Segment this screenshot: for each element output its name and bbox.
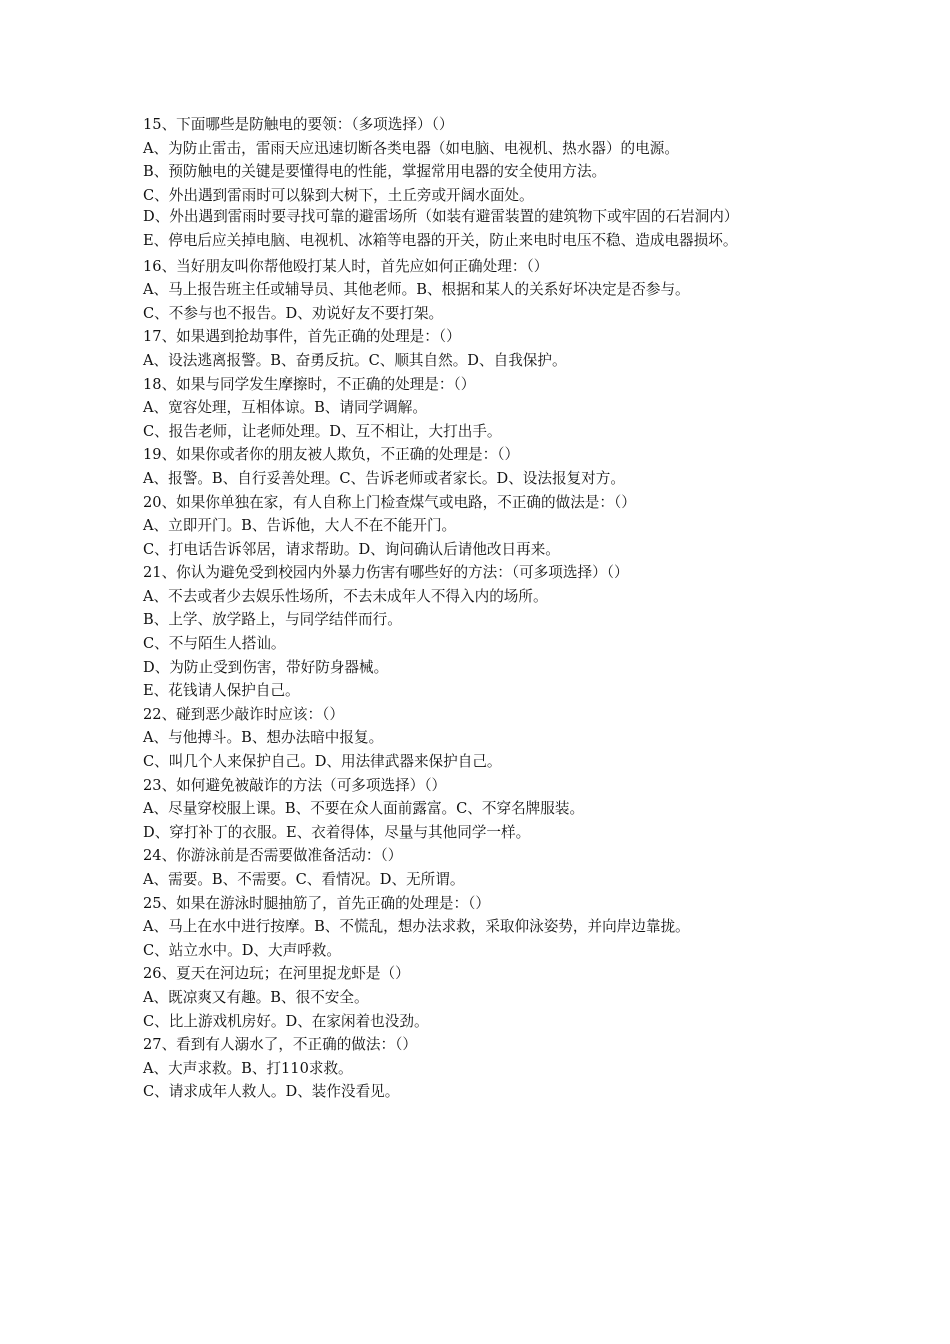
document-page (143, 113, 811, 1104)
option-line: C、报告老师，让老师处理。D、互不相让，大打出手。 (143, 422, 502, 440)
option-line: C、不参与也不报告。D、劝说好友不要打架。 (143, 304, 444, 322)
option-line: C、站立水中。D、大声呼救。 (143, 941, 341, 959)
question-26: 26、夏天在河边玩；在河里捉龙虾是（） (143, 965, 410, 983)
option-line: A、马上在水中进行按摩。B、不慌乱，想办法求救，采取仰泳姿势，并向岸边靠拢。 (143, 918, 690, 936)
option-line: B、上学、放学路上，与同学结伴而行。 (143, 611, 402, 629)
question-23: 23、如何避免被敲诈的方法（可多项选择）（） (143, 776, 447, 794)
question-16: 16、当好朋友叫你帮他殴打某人时，首先应如何正确处理：（） (143, 257, 549, 275)
question-18: 18、如果与同学发生摩擦时，不正确的处理是：（） (143, 375, 476, 393)
option-line: E、停电后应关掉电脑、电视机、冰箱等电器的开关，防止来电时电压不稳、造成电器损坏。 (143, 231, 738, 249)
option-line: A、既凉爽又有趣。B、很不安全。 (143, 988, 369, 1006)
question-21: 21、你认为避免受到校园内外暴力伤害有哪些好的方法：（可多项选择）（） (143, 564, 629, 582)
option-line: C、叫几个人来保护自己。D、用法律武器来保护自己。 (143, 753, 502, 771)
option-line: A、尽量穿校服上课。B、不要在众人面前露富。C、不穿名牌服装。 (143, 800, 585, 818)
option-line: A、设法逃离报警。B、奋勇反抗。C、顺其自然。D、自我保护。 (143, 351, 567, 369)
option-line: A、马上报告班主任或辅导员、其他老师。B、根据和某人的关系好坏决定是否参与。 (143, 281, 690, 299)
option-line: A、需要。B、不需要。C、看情况。D、无所谓。 (143, 871, 465, 888)
question-20: 20、如果你单独在家，有人自称上门检查煤气或电路，不正确的做法是：（） (143, 493, 636, 511)
option-line: A、不去或者少去娱乐性场所，不去未成年人不得入内的场所。 (143, 587, 548, 605)
option-line: C、比上游戏机房好。D、在家闲着也没劲。 (143, 1012, 429, 1030)
option-line: A、大声求救。B、打110求救。 (143, 1059, 353, 1077)
option-line: A、报警。B、自行妥善处理。C、告诉老师或者家长。D、设法报复对方。 (143, 469, 625, 487)
option-line: A、立即开门。B、告诉他，大人不在不能开门。 (143, 517, 457, 535)
option-line: A、与他搏斗。B、想办法暗中报复。 (143, 729, 384, 747)
question-25: 25、如果在游泳时腿抽筋了，首先正确的处理是：（） (143, 894, 490, 912)
option-line: C、打电话告诉邻居，请求帮助。D、询问确认后请他改日再来。 (143, 540, 560, 558)
question-15: 15、下面哪些是防触电的要领：（多项选择）（） (143, 116, 454, 133)
option-line: D、为防止受到伤害，带好防身器械。 (143, 658, 389, 676)
option-line: A、宽容处理，互相体谅。B、请同学调解。 (143, 399, 427, 417)
option-line: B、预防触电的关键是要懂得电的性能，掌握常用电器的安全使用方法。 (143, 163, 607, 181)
option-line: E、花钱请人保护自己。 (143, 682, 300, 700)
question-27: 27、看到有人溺水了，不正确的做法：（） (143, 1036, 417, 1054)
option-line: D、穿打补丁的衣服。E、衣着得体，尽量与其他同学一样。 (143, 823, 531, 841)
question-22: 22、碰到恶少敲诈时应该：（） (143, 705, 344, 723)
question-19: 19、如果你或者你的朋友被人欺负，不正确的处理是：（） (143, 446, 520, 464)
option-line: C、不与陌生人搭讪。 (143, 635, 286, 653)
question-24: 24、你游泳前是否需要做准备活动：（） (143, 847, 403, 865)
option-line: C、请求成年人救人。D、装作没看见。 (143, 1083, 400, 1101)
option-line: C、外出遇到雷雨时可以躲到大树下，土丘旁或开阔水面处。 (143, 186, 534, 204)
option-line: A、为防止雷击，雷雨天应迅速切断各类电器（如电脑、电视机、热水器）的电源。 (143, 139, 679, 157)
option-line: D、外出遇到雷雨时要寻找可靠的避雷场所（如装有避雷装置的建筑物下或牢固的石岩洞内） (143, 208, 739, 226)
question-17: 17、如果遇到抢劫事件，首先正确的处理是：（） (143, 328, 461, 346)
